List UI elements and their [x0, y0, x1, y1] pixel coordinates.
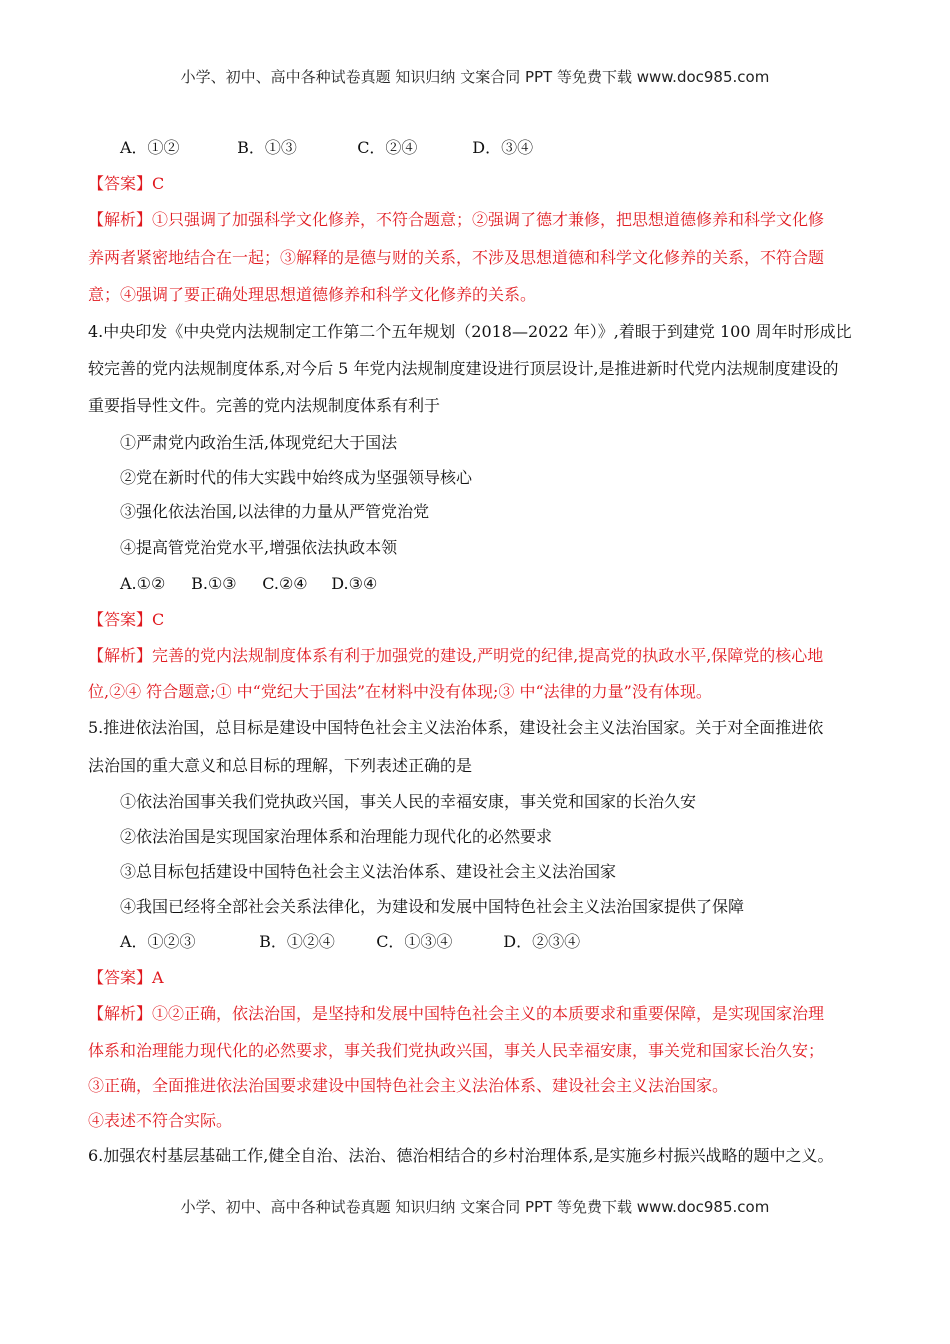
q4-stem-line-1: 4.中央印发《中央党内法规制定工作第二个五年规划（2018—2022 年）》,着眼于到建党 100 周年时形成比	[88, 322, 852, 341]
q3-option-d: D．③④	[472, 138, 534, 157]
q5-analysis-line-2: 体系和治理能力现代化的必然要求，事关我们党执政兴国，事关人民幸福安康，事关党和国家长治久安；	[88, 1041, 825, 1060]
q4-options	[120, 574, 377, 594]
q5-stem-line-2: 法治国的重大意义和总目标的理解，下列表述正确的是	[88, 756, 473, 775]
q5-analysis-line-1	[88, 1004, 824, 1024]
q5-analysis-line-4: ④表述不符合实际。	[88, 1111, 233, 1130]
q5-item-2: ②依法治国是实现国家治理体系和治理能力现代化的必然要求	[120, 827, 553, 846]
q5-option-a: A．①②③	[120, 932, 196, 951]
q5-option-b: B．①②④	[259, 932, 335, 951]
q5-option-d: D．②③④	[503, 932, 581, 951]
q3-option-b: B．①③	[237, 138, 297, 157]
q4-option-d: D.③④	[331, 574, 378, 593]
q3-analysis-line-1	[88, 210, 824, 230]
q4-answer-label: 【答案】	[88, 610, 153, 629]
q4-analysis-line-1	[88, 646, 823, 666]
q4-answer-value: C	[152, 610, 165, 629]
page-header: 小学、初中、高中各种试卷真题 知识归纳 文案合同 PPT 等免费下载 www.doc985.com	[180, 68, 770, 86]
q5-item-3: ③总目标包括建设中国特色社会主义法治体系、建设社会主义法治国家	[120, 862, 617, 881]
q4-stem-line-2: 较完善的党内法规制度体系,对今后 5 年党内法规制度建设进行顶层设计,是推进新时代党内法规制度建设的	[88, 359, 839, 378]
q6-stem-line-1: 6.加强农村基层基础工作,健全自治、法治、德治相结合的乡村治理体系,是实施乡村振兴战略的题中之义。	[88, 1146, 834, 1165]
q3-analysis-line-3: 意；④强调了要正确处理思想道德修养和科学文化修养的关系。	[88, 285, 537, 304]
q4-item-3: ③强化依法治国,以法律的力量从严管党治党	[120, 502, 430, 521]
q4-item-2: ②党在新时代的伟大实践中始终成为坚强领导核心	[120, 468, 473, 487]
q3-analysis-line-2: 养两者紧密地结合在一起；③解释的是德与财的关系，不涉及思想道德和科学文化修养的关系，不符合题	[88, 248, 825, 267]
q5-option-c: C．①③④	[376, 932, 453, 951]
q4-answer	[88, 610, 164, 630]
q4-analysis-text: 完善的党内法规制度体系有利于加强党的建设,严明党的纪律,提高党的执政水平,保障党的核心地	[152, 646, 824, 665]
q4-option-a: A.①②	[120, 574, 166, 593]
q3-answer	[88, 174, 164, 194]
q3-options	[120, 138, 533, 158]
q5-answer	[88, 968, 164, 988]
q4-item-1: ①严肃党内政治生活,体现党纪大于国法	[120, 433, 398, 452]
q4-option-b: B.①③	[191, 574, 237, 593]
q3-analysis-label: 【解析】	[88, 210, 153, 229]
q5-analysis-text: ①②正确，依法治国，是坚持和发展中国特色社会主义的本质要求和重要保障，是实现国家治理	[152, 1004, 825, 1023]
q4-analysis-label: 【解析】	[88, 646, 153, 665]
q4-option-c: C.②④	[262, 574, 308, 593]
q5-options	[120, 932, 580, 952]
q3-answer-label: 【答案】	[88, 174, 153, 193]
q3-analysis-text: ①只强调了加强科学文化修养，不符合题意；②强调了德才兼修，把思想道德修养和科学文化修	[152, 210, 825, 229]
q5-item-4: ④我国已经将全部社会关系法律化，为建设和发展中国特色社会主义法治国家提供了保障	[120, 897, 745, 916]
q3-option-a: A．①②	[120, 138, 180, 157]
q5-item-1: ①依法治国事关我们党执政兴国，事关人民的幸福安康，事关党和国家的长治久安	[120, 792, 697, 811]
q3-option-c: C．②④	[357, 138, 418, 157]
q4-analysis-line-2: 位,②④ 符合题意;① 中“党纪大于国法”在材料中没有体现;③ 中“法律的力量”没有体现。	[88, 682, 712, 701]
q5-answer-value: A	[152, 968, 164, 987]
q4-stem-line-3: 重要指导性文件。完善的党内法规制度体系有利于	[88, 396, 441, 415]
q5-analysis-line-3: ③正确，全面推进依法治国要求建设中国特色社会主义法治体系、建设社会主义法治国家。	[88, 1076, 729, 1095]
q4-item-4: ④提高管党治党水平,增强依法执政本领	[120, 538, 398, 557]
q5-answer-label: 【答案】	[88, 968, 153, 987]
page-footer: 小学、初中、高中各种试卷真题 知识归纳 文案合同 PPT 等免费下载 www.doc985.com	[180, 1198, 770, 1216]
q3-answer-value: C	[152, 174, 165, 193]
q5-stem-line-1: 5.推进依法治国，总目标是建设中国特色社会主义法治体系，建设社会主义法治国家。关于对全面推进依	[88, 718, 824, 737]
q5-analysis-label: 【解析】	[88, 1004, 153, 1023]
